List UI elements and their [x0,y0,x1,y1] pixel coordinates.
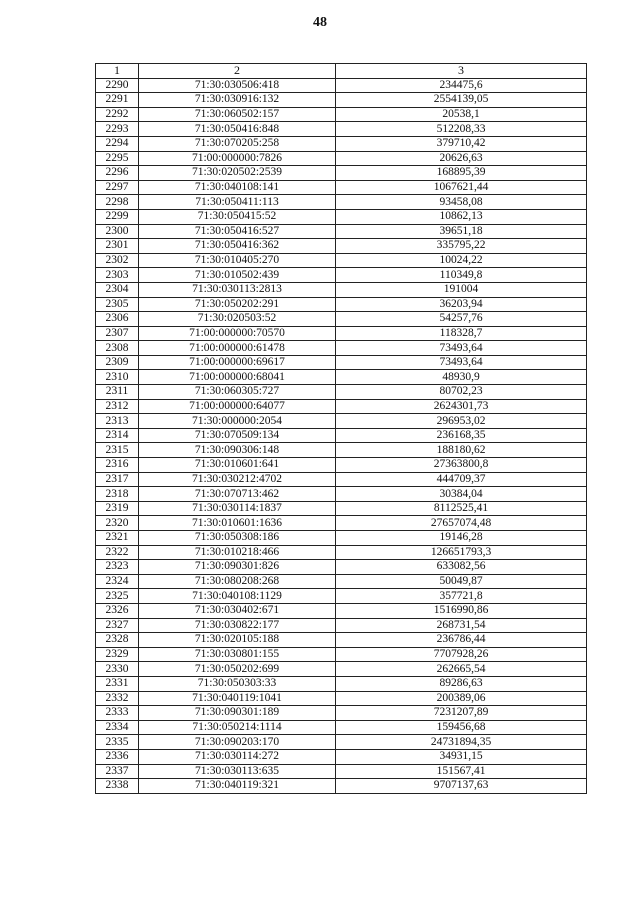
table-row [96,107,587,122]
row-number-cell: 2299 [96,209,139,224]
cadastral-number-cell: 71:30:050415:52 [139,209,336,224]
cadastral-number-cell: 71:30:020502:2539 [139,166,336,181]
row-number-cell: 2336 [96,749,139,764]
row-number-cell: 2300 [96,224,139,239]
value-cell: 10024,22 [336,253,587,268]
table-row [96,779,587,794]
value-cell: 2554139,05 [336,93,587,108]
table-row [96,385,587,400]
cadastral-number-cell: 71:00:000000:61478 [139,341,336,356]
value-cell: 234475,6 [336,78,587,93]
cadastral-number-cell: 71:30:030402:671 [139,603,336,618]
row-number-cell: 2312 [96,399,139,414]
cadastral-number-cell: 71:30:060305:727 [139,385,336,400]
value-cell: 168895,39 [336,166,587,181]
cadastral-number-cell: 71:30:010601:641 [139,458,336,473]
value-cell: 20538,1 [336,107,587,122]
row-number-cell: 2303 [96,268,139,283]
value-cell: 7231207,89 [336,706,587,721]
table-row [96,180,587,195]
cadastral-number-cell: 71:30:040108:141 [139,180,336,195]
table-row [96,589,587,604]
row-number-cell: 2305 [96,297,139,312]
value-cell: 39651,18 [336,224,587,239]
table-row [96,78,587,93]
table-row [96,472,587,487]
cadastral-number-cell: 71:30:090306:148 [139,443,336,458]
table-row [96,195,587,210]
cadastral-number-cell: 71:30:030801:155 [139,647,336,662]
table-row [96,282,587,297]
cadastral-number-cell: 71:30:010405:270 [139,253,336,268]
table-row [96,239,587,254]
table-body [96,64,587,794]
row-number-cell: 2306 [96,312,139,327]
value-cell: 34931,15 [336,749,587,764]
value-cell: 379710,42 [336,136,587,151]
value-cell: 10862,13 [336,209,587,224]
cadastral-number-cell: 71:30:020105:188 [139,633,336,648]
value-cell: 30384,04 [336,487,587,502]
table-row [96,574,587,589]
cadastral-number-cell: 71:30:050411:113 [139,195,336,210]
cadastral-number-cell: 71:30:030506:418 [139,78,336,93]
cadastral-number-cell: 71:00:000000:64077 [139,399,336,414]
table-row [96,531,587,546]
page-number: 48 [313,15,327,30]
row-number-cell: 2295 [96,151,139,166]
value-cell: 633082,56 [336,560,587,575]
column-header-3: 3 [336,64,587,79]
value-cell: 159456,68 [336,720,587,735]
cadastral-number-cell: 71:30:050308:186 [139,531,336,546]
value-cell: 36203,94 [336,297,587,312]
value-cell: 1516990,86 [336,603,587,618]
row-number-cell: 2321 [96,531,139,546]
cadastral-number-cell: 71:30:000000:2054 [139,414,336,429]
value-cell: 512208,33 [336,122,587,137]
table-row [96,166,587,181]
row-number-cell: 2333 [96,706,139,721]
row-number-cell: 2292 [96,107,139,122]
row-number-cell: 2318 [96,487,139,502]
value-cell: 27657074,48 [336,516,587,531]
cadastral-number-cell: 71:30:040119:1041 [139,691,336,706]
row-number-cell: 2325 [96,589,139,604]
row-number-cell: 2330 [96,662,139,677]
cadastral-number-cell: 71:30:030916:132 [139,93,336,108]
row-number-cell: 2304 [96,282,139,297]
value-cell: 7707928,26 [336,647,587,662]
row-number-cell: 2324 [96,574,139,589]
cadastral-number-cell: 71:30:050303:33 [139,676,336,691]
value-cell: 93458,08 [336,195,587,210]
cadastral-number-cell: 71:30:070509:134 [139,428,336,443]
table-row [96,428,587,443]
cadastral-number-cell: 71:30:070713:462 [139,487,336,502]
cadastral-number-cell: 71:30:090203:170 [139,735,336,750]
table-row [96,93,587,108]
value-cell: 236786,44 [336,633,587,648]
table-row [96,516,587,531]
value-cell: 296953,02 [336,414,587,429]
value-cell: 191004 [336,282,587,297]
value-cell: 24731894,35 [336,735,587,750]
cadastral-number-cell: 71:30:060502:157 [139,107,336,122]
value-cell: 73493,64 [336,355,587,370]
row-number-cell: 2314 [96,428,139,443]
value-cell: 444709,37 [336,472,587,487]
table-row [96,209,587,224]
value-cell: 73493,64 [336,341,587,356]
row-number-cell: 2316 [96,458,139,473]
value-cell: 200389,06 [336,691,587,706]
cadastral-number-cell: 71:30:040108:1129 [139,589,336,604]
cadastral-number-cell: 71:30:010218:466 [139,545,336,560]
row-number-cell: 2294 [96,136,139,151]
cadastral-number-cell: 71:30:040119:321 [139,779,336,794]
cadastral-number-cell: 71:00:000000:70570 [139,326,336,341]
data-table [95,63,587,794]
table-row [96,676,587,691]
row-number-cell: 2301 [96,239,139,254]
row-number-cell: 2293 [96,122,139,137]
column-header-1: 1 [96,64,139,79]
value-cell: 20626,63 [336,151,587,166]
row-number-cell: 2315 [96,443,139,458]
cadastral-number-cell: 71:30:050202:291 [139,297,336,312]
table-row [96,545,587,560]
value-cell: 54257,76 [336,312,587,327]
row-number-cell: 2291 [96,93,139,108]
cadastral-number-cell: 71:30:030113:635 [139,764,336,779]
cadastral-number-cell: 71:30:050416:527 [139,224,336,239]
table-row [96,326,587,341]
table-row [96,633,587,648]
value-cell: 27363800,8 [336,458,587,473]
cadastral-number-cell: 71:30:030114:1837 [139,501,336,516]
table-row [96,399,587,414]
cadastral-number-cell: 71:30:070205:258 [139,136,336,151]
value-cell: 9707137,63 [336,779,587,794]
cadastral-number-cell: 71:00:000000:7826 [139,151,336,166]
value-cell: 89286,63 [336,676,587,691]
row-number-cell: 2326 [96,603,139,618]
row-number-cell: 2309 [96,355,139,370]
row-number-cell: 2290 [96,78,139,93]
table-row [96,355,587,370]
row-number-cell: 2302 [96,253,139,268]
table-row [96,618,587,633]
table-row [96,122,587,137]
table-row [96,560,587,575]
row-number-cell: 2335 [96,735,139,750]
value-cell: 126651793,3 [336,545,587,560]
row-number-cell: 2327 [96,618,139,633]
table-row [96,414,587,429]
row-number-cell: 2328 [96,633,139,648]
table-row [96,268,587,283]
cadastral-number-cell: 71:30:030212:4702 [139,472,336,487]
row-number-cell: 2322 [96,545,139,560]
value-cell: 2624301,73 [336,399,587,414]
row-number-cell: 2317 [96,472,139,487]
value-cell: 80702,23 [336,385,587,400]
row-number-cell: 2337 [96,764,139,779]
table-row [96,443,587,458]
cadastral-number-cell: 71:30:090301:189 [139,706,336,721]
value-cell: 357721,8 [336,589,587,604]
row-number-cell: 2329 [96,647,139,662]
row-number-cell: 2311 [96,385,139,400]
table-row [96,224,587,239]
table-row [96,341,587,356]
value-cell: 188180,62 [336,443,587,458]
row-number-cell: 2338 [96,779,139,794]
table-row [96,749,587,764]
row-number-cell: 2332 [96,691,139,706]
table-row [96,603,587,618]
cadastral-number-cell: 71:30:050416:848 [139,122,336,137]
table-row [96,151,587,166]
table-header-row [96,64,587,79]
cadastral-number-cell: 71:00:000000:69617 [139,355,336,370]
table-row [96,253,587,268]
table-row [96,735,587,750]
table-row [96,487,587,502]
value-cell: 19146,28 [336,531,587,546]
value-cell: 151567,41 [336,764,587,779]
table-row [96,706,587,721]
cadastral-number-cell: 71:30:030114:272 [139,749,336,764]
table-row [96,136,587,151]
cadastral-number-cell: 71:30:030822:177 [139,618,336,633]
value-cell: 110349,8 [336,268,587,283]
table-row [96,720,587,735]
value-cell: 8112525,41 [336,501,587,516]
cadastral-number-cell: 71:30:010601:1636 [139,516,336,531]
cadastral-number-cell: 71:30:050202:699 [139,662,336,677]
value-cell: 48930,9 [336,370,587,385]
column-header-2: 2 [139,64,336,79]
table-row [96,691,587,706]
value-cell: 50049,87 [336,574,587,589]
row-number-cell: 2323 [96,560,139,575]
value-cell: 118328,7 [336,326,587,341]
cadastral-number-cell: 71:30:010502:439 [139,268,336,283]
cadastral-number-cell: 71:30:050214:1114 [139,720,336,735]
row-number-cell: 2331 [96,676,139,691]
table-row [96,312,587,327]
table-row [96,458,587,473]
row-number-cell: 2319 [96,501,139,516]
value-cell: 268731,54 [336,618,587,633]
cadastral-number-cell: 71:30:050416:362 [139,239,336,254]
value-cell: 262665,54 [336,662,587,677]
cadastral-number-cell: 71:00:000000:68041 [139,370,336,385]
row-number-cell: 2310 [96,370,139,385]
row-number-cell: 2297 [96,180,139,195]
table-row [96,370,587,385]
row-number-cell: 2307 [96,326,139,341]
cadastral-number-cell: 71:30:020503:52 [139,312,336,327]
table-row [96,501,587,516]
table-row [96,297,587,312]
row-number-cell: 2320 [96,516,139,531]
table-row [96,764,587,779]
value-cell: 1067621,44 [336,180,587,195]
row-number-cell: 2334 [96,720,139,735]
table-row [96,647,587,662]
row-number-cell: 2308 [96,341,139,356]
row-number-cell: 2298 [96,195,139,210]
row-number-cell: 2296 [96,166,139,181]
value-cell: 335795,22 [336,239,587,254]
table-row [96,662,587,677]
value-cell: 236168,35 [336,428,587,443]
cadastral-number-cell: 71:30:080208:268 [139,574,336,589]
cadastral-number-cell: 71:30:090301:826 [139,560,336,575]
row-number-cell: 2313 [96,414,139,429]
cadastral-number-cell: 71:30:030113:2813 [139,282,336,297]
